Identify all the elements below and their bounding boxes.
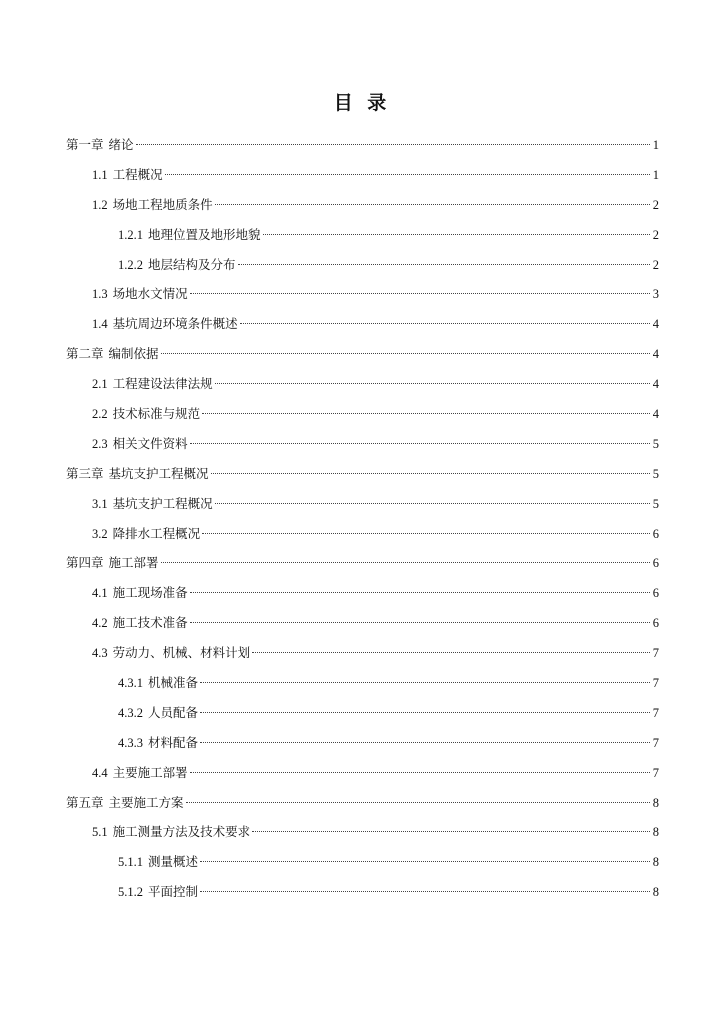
toc-entry-number: 2.3 <box>92 436 108 451</box>
dot-leader <box>186 802 650 803</box>
toc-entry-page-number: 7 <box>652 646 659 661</box>
toc-entry-page-number: 2 <box>652 227 659 242</box>
dot-leader <box>252 652 650 653</box>
toc-entry-number: 3.1 <box>92 496 108 511</box>
toc-entry-page-number: 2 <box>652 257 659 272</box>
dot-leader <box>215 204 650 205</box>
toc-entry-number: 5.1.2 <box>118 885 143 900</box>
toc-entry-title: 施工部署 <box>108 555 159 571</box>
toc-entry-page-number: 1 <box>652 167 659 182</box>
dot-leader <box>190 443 650 444</box>
toc-entry-title: 施工现场准备 <box>112 585 188 601</box>
toc-entry-title: 机械准备 <box>148 675 199 691</box>
dot-leader <box>202 533 650 534</box>
dot-leader <box>215 503 650 504</box>
toc-entry[interactable] <box>66 459 659 489</box>
toc-entry-title: 相关文件资料 <box>112 435 188 451</box>
dot-leader <box>200 742 650 743</box>
toc-entry-number: 4.4 <box>92 765 108 780</box>
toc-entry-number: 4.3 <box>92 646 108 661</box>
toc-title: 目 录 <box>333 92 391 114</box>
toc-entry[interactable] <box>66 548 659 578</box>
toc-entry-title: 平面控制 <box>148 884 199 900</box>
toc-entry-title: 绪论 <box>108 137 134 152</box>
toc-entry-page-number: 7 <box>652 676 659 691</box>
toc-entry-number: 1.2.1 <box>118 227 143 242</box>
toc-entry-page-number: 3 <box>652 287 659 302</box>
toc-entry-title: 材料配备 <box>148 734 199 750</box>
toc-entry[interactable] <box>66 578 659 608</box>
toc-entry-page-number: 5 <box>652 496 659 511</box>
toc-entry-number: 3.2 <box>92 526 108 541</box>
dot-leader <box>190 772 650 773</box>
toc-entry-number: 4.3.1 <box>118 676 143 691</box>
toc-entry-page-number: 6 <box>652 526 659 541</box>
toc-entry[interactable] <box>66 519 659 549</box>
toc-entry[interactable] <box>66 399 659 429</box>
toc-entry-title: 工程概况 <box>112 166 163 182</box>
toc-entry-title: 主要施工部署 <box>112 764 188 780</box>
toc-entry-page-number: 8 <box>652 885 659 900</box>
toc-entry-number: 第三章 <box>66 465 104 481</box>
toc-entry-number: 1.1 <box>92 167 108 182</box>
toc-entry-title: 测量概述 <box>148 854 199 870</box>
toc-entry-page-number: 2 <box>652 197 659 212</box>
dot-leader <box>200 682 650 683</box>
toc-entry-page-number: 8 <box>652 825 659 840</box>
dot-leader <box>190 622 650 623</box>
toc-entry[interactable] <box>66 309 659 339</box>
toc-entry-title: 基坑周边环境条件概述 <box>112 316 238 332</box>
dot-leader <box>202 413 650 414</box>
toc-entry-title: 施工测量方法及技术要求 <box>112 824 251 840</box>
dot-leader <box>200 891 650 892</box>
toc-entry-page-number: 8 <box>652 855 659 870</box>
toc-entry-title: 地理位置及地形地貌 <box>148 226 261 242</box>
toc-entry-page-number: 4 <box>652 317 659 332</box>
toc-entry-page-number: 6 <box>652 556 659 571</box>
table-of-contents <box>66 130 659 907</box>
dot-leader <box>200 861 650 862</box>
toc-entry-page-number: 4 <box>652 377 659 392</box>
toc-entry-page-number: 6 <box>652 616 659 631</box>
toc-entry[interactable] <box>66 489 659 519</box>
toc-entry-page-number: 5 <box>652 466 659 481</box>
toc-entry-page-number: 4 <box>652 407 659 422</box>
toc-entry[interactable] <box>66 668 659 698</box>
toc-entry[interactable] <box>66 220 659 250</box>
dot-leader <box>161 353 650 354</box>
toc-entry-number: 4.1 <box>92 586 108 601</box>
toc-entry-title: 人员配备 <box>148 704 199 720</box>
dot-leader <box>190 592 650 593</box>
toc-entry-page-number: 4 <box>652 347 659 362</box>
toc-entry-number: 第五章 <box>66 794 104 810</box>
dot-leader <box>136 144 650 145</box>
dot-leader <box>240 323 650 324</box>
toc-entry-page-number: 7 <box>652 705 659 720</box>
toc-entry[interactable] <box>66 279 659 309</box>
toc-entry[interactable] <box>66 130 659 160</box>
toc-entry[interactable] <box>66 728 659 758</box>
dot-leader <box>252 831 650 832</box>
toc-entry[interactable] <box>66 339 659 369</box>
toc-entry[interactable] <box>66 788 659 818</box>
dot-leader <box>190 293 650 294</box>
toc-entry-title: 场地工程地质条件 <box>112 196 213 212</box>
toc-entry-number: 5.1 <box>92 825 108 840</box>
toc-entry[interactable] <box>66 847 659 877</box>
toc-entry-number: 5.1.1 <box>118 855 143 870</box>
toc-entry-number: 2.2 <box>92 407 108 422</box>
dot-leader <box>200 712 650 713</box>
toc-entry-number: 4.2 <box>92 616 108 631</box>
toc-entry-title: 基坑支护工程概况 <box>112 495 213 511</box>
toc-entry[interactable] <box>66 429 659 459</box>
toc-entry[interactable] <box>66 638 659 668</box>
toc-entry-number: 4.3.2 <box>118 705 143 720</box>
toc-entry-page-number: 8 <box>652 795 659 810</box>
toc-entry[interactable] <box>66 698 659 728</box>
toc-entry-number: 4.3.3 <box>118 735 143 750</box>
toc-entry-title: 施工技术准备 <box>112 615 188 631</box>
dot-leader <box>211 473 650 474</box>
toc-entry-page-number: 7 <box>652 735 659 750</box>
toc-entry-page-number: 5 <box>652 436 659 451</box>
dot-leader <box>263 234 650 235</box>
toc-entry-title: 劳动力、机械、材料计划 <box>112 645 251 661</box>
dot-leader <box>165 174 650 175</box>
toc-entry-title: 地层结构及分布 <box>148 256 236 272</box>
toc-entry-number: 2.1 <box>92 377 108 392</box>
toc-entry-page-number: 1 <box>652 138 659 152</box>
toc-entry[interactable] <box>66 608 659 638</box>
toc-entry-number: 1.2 <box>92 197 108 212</box>
toc-entry-number: 第二章 <box>66 346 104 362</box>
toc-entry[interactable] <box>66 369 659 399</box>
toc-entry[interactable] <box>66 817 659 847</box>
toc-entry-title: 主要施工方案 <box>108 794 184 810</box>
dot-leader <box>215 383 650 384</box>
dot-leader <box>238 264 650 265</box>
toc-entry-number: 1.4 <box>92 317 108 332</box>
toc-entry-number: 第四章 <box>66 555 104 571</box>
toc-entry[interactable] <box>66 758 659 788</box>
toc-entry-title: 技术标准与规范 <box>112 406 201 422</box>
toc-entry-page-number: 7 <box>652 765 659 780</box>
toc-entry-page-number: 6 <box>652 586 659 601</box>
toc-entry-title: 降排水工程概况 <box>112 525 201 541</box>
toc-entry-number: 1.2.2 <box>118 257 143 272</box>
toc-entry-title: 场地水文情况 <box>112 286 188 302</box>
toc-entry-number: 第一章 <box>66 137 104 152</box>
toc-entry-title: 编制依据 <box>108 346 159 362</box>
toc-entry[interactable] <box>66 190 659 220</box>
toc-entry-title: 工程建设法律法规 <box>112 376 213 392</box>
toc-entry-title: 基坑支护工程概况 <box>108 465 209 481</box>
dot-leader <box>161 562 650 563</box>
toc-entry[interactable] <box>66 160 659 190</box>
toc-entry-number: 1.3 <box>92 287 108 302</box>
toc-entry[interactable] <box>66 877 659 907</box>
toc-entry[interactable] <box>66 250 659 280</box>
